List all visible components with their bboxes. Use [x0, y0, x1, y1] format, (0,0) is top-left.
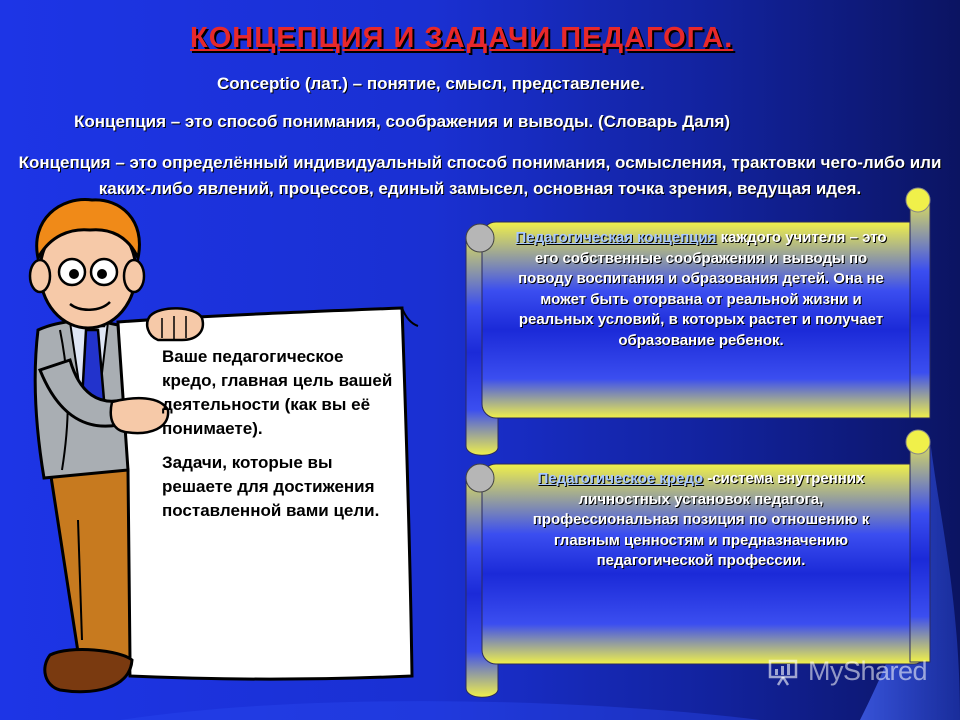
- watermark-text: MyShared: [808, 656, 928, 686]
- definition-latin: Conceptio (лат.) – понятие, смысл, представление.: [217, 74, 645, 93]
- scroll-concept-body: каждого учителя – это его собственные соображения и выводы по поводу воспитания и образования детей. Она не может быть оторвана от реальной жизни и реальных условий, в которых растет и получает образование ребенок.: [518, 229, 887, 349]
- term-pedagogical-concept: Педагогическая концепция: [515, 229, 717, 246]
- paper-paragraph-credo: Ваше педагогическое кредо, главная цель вашей деятельности (как вы её понимаете).: [162, 347, 393, 438]
- scroll-concept-text: [506, 228, 896, 351]
- scroll-credo-body: -система внутренних личностных установок педагога, профессиональная позиция по отношению к главным ценностям и предназначению педагогической профессии.: [532, 470, 870, 569]
- scroll-credo-text: [506, 469, 896, 572]
- term-pedagogical-credo: Педагогическое кредо: [537, 470, 704, 487]
- paper-paragraph-tasks: Задачи, которые вы решаете для достижения поставленной вами цели.: [162, 453, 380, 520]
- definition-full: Концепция – это определённый индивидуальный способ понимания, осмысления, трактовки чего-либо или каких-либо явлений, процессов, единый замысел, основная точка зрения, ведущая идея.: [18, 153, 942, 198]
- slide-title: КОНЦЕПЦИЯ И ЗАДАЧИ ПЕДАГОГА.: [190, 22, 734, 54]
- presentation-icon: [768, 658, 802, 686]
- myshared-watermark: [768, 656, 927, 687]
- definition-dal: Концепция – это способ понимания, соображения и выводы. (Словарь Даля): [74, 112, 731, 131]
